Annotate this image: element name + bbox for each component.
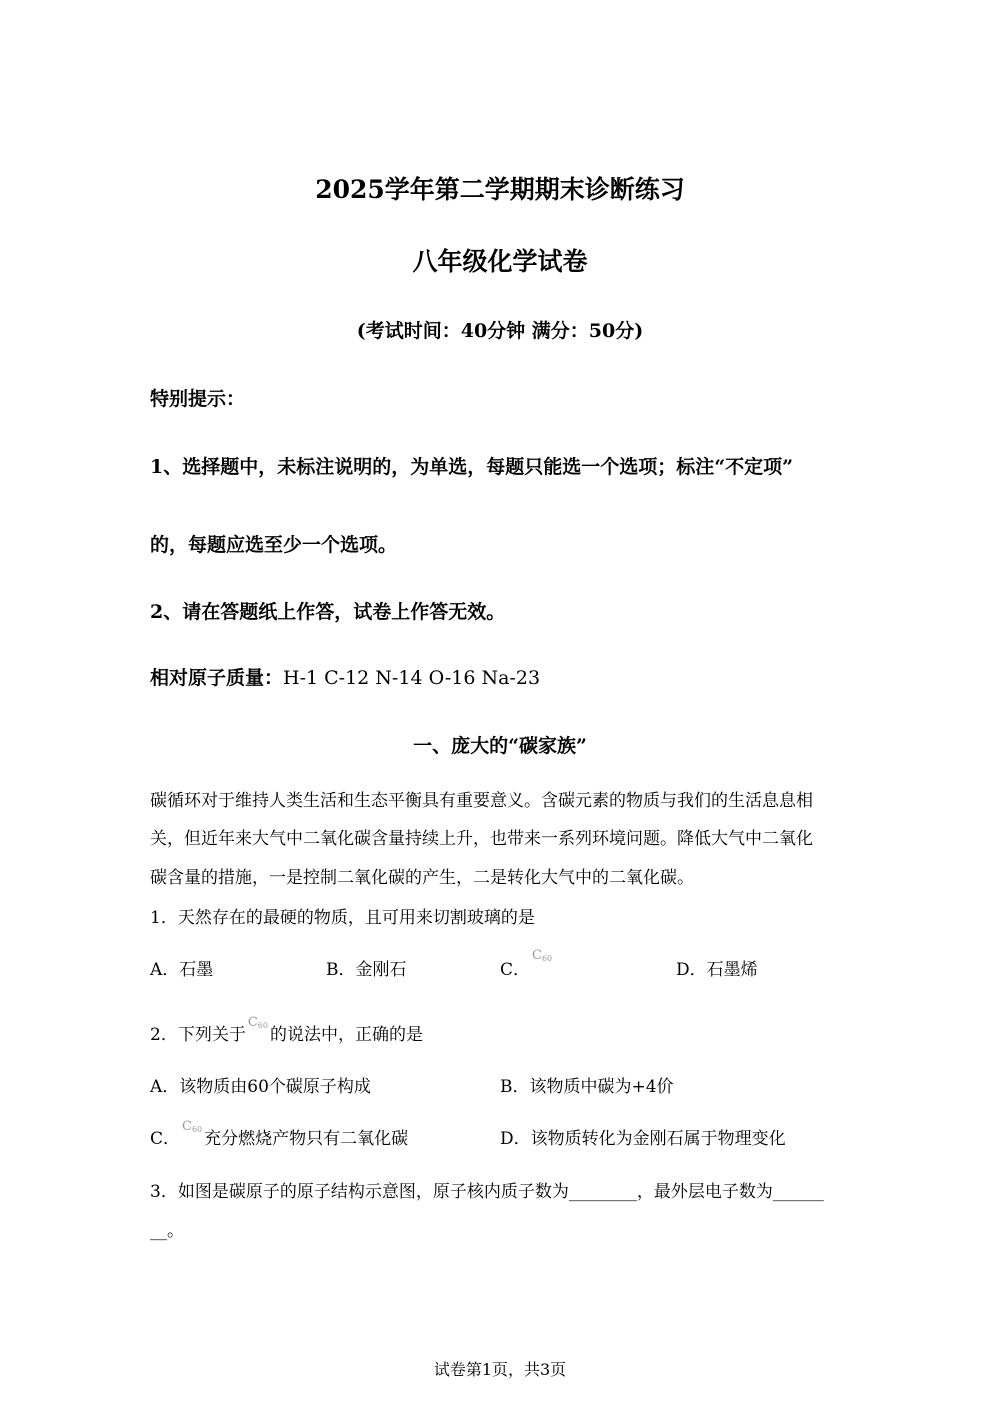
atomic-mass-values: H-1 C-12 N-14 O-16 Na-23 (283, 667, 541, 689)
formula-base: C (182, 1119, 192, 1134)
page-title: 2025学年第二学期期末诊断练习 (315, 175, 685, 204)
intro-line-1: 碳循环对于维持人类生活和生态平衡具有重要意义。含碳元素的物质与我们的生活息息相 (150, 791, 813, 811)
q1-option-c (500, 948, 554, 980)
q3-line-2: __。 (150, 1221, 184, 1241)
notes-heading: 特别提示： (150, 388, 246, 410)
q2-stem (150, 1015, 423, 1045)
intro-line-3: 碳含量的措施，一是控制二氧化碳的产生，二是转化大气中的二氧化碳。 (150, 868, 694, 888)
formula-sub: 60 (191, 1125, 203, 1134)
q2-option-c-text: 充分燃烧产物只有二氧化碳 (204, 1129, 409, 1149)
formula-base: C (247, 1015, 258, 1030)
q1-stem: 1．天然存在的最硬的物质，且可用来切割玻璃的是 (150, 908, 535, 928)
q2-option-c (150, 1119, 409, 1149)
q1-option-d: D．石墨烯 (676, 960, 758, 980)
c60-formula (248, 1015, 268, 1030)
page-footer: 试卷第1页，共3页 (433, 1360, 567, 1379)
atomic-mass-label: 相对原子质量： (150, 667, 284, 689)
page-subtitle: 八年级化学试卷 (412, 247, 588, 276)
atomic-mass-line (150, 663, 540, 690)
exam-info: (考试时间：40分钟 满分：50分) (356, 320, 644, 342)
q2-option-a: A．该物质由60个碳原子构成 (150, 1077, 371, 1097)
q1-option-a: A．石墨 (150, 960, 214, 980)
c60-formula (532, 948, 552, 963)
c60-formula (182, 1119, 202, 1134)
q3-line-1: 3．如图是碳原子的原子结构示意图，原子核内质子数为________，最外层电子数为______ (150, 1182, 824, 1202)
q1-option-b: B．金刚石 (326, 960, 407, 980)
q2-stem-post: 的说法中，正确的是 (269, 1025, 423, 1045)
formula-sub: 60 (257, 1021, 268, 1030)
formula-base: C (532, 948, 542, 963)
q2-option-c-label: C． (150, 1129, 181, 1149)
q2-stem-pre: 2．下列关于 (150, 1025, 246, 1045)
note-1-line-1: 1、选择题中，未标注说明的，为单选，每题只能选一个选项；标注“不定项” (150, 456, 794, 478)
note-1-line-2: 的，每题应选至少一个选项。 (150, 534, 398, 556)
q2-option-d: D．该物质转化为金刚石属于物理变化 (500, 1129, 786, 1149)
intro-line-2: 关，但近年来大气中二氧化碳含量持续上升，也带来一系列环境问题。降低大气中二氧化 (150, 829, 813, 849)
formula-sub: 60 (541, 954, 553, 963)
note-2: 2、请在答题纸上作答，试卷上作答无效。 (150, 601, 506, 623)
q2-option-b: B．该物质中碳为+4价 (500, 1077, 674, 1097)
q1-option-c-label: C． (500, 960, 531, 980)
section-1-title: 一、庞大的“碳家族” (413, 735, 587, 757)
